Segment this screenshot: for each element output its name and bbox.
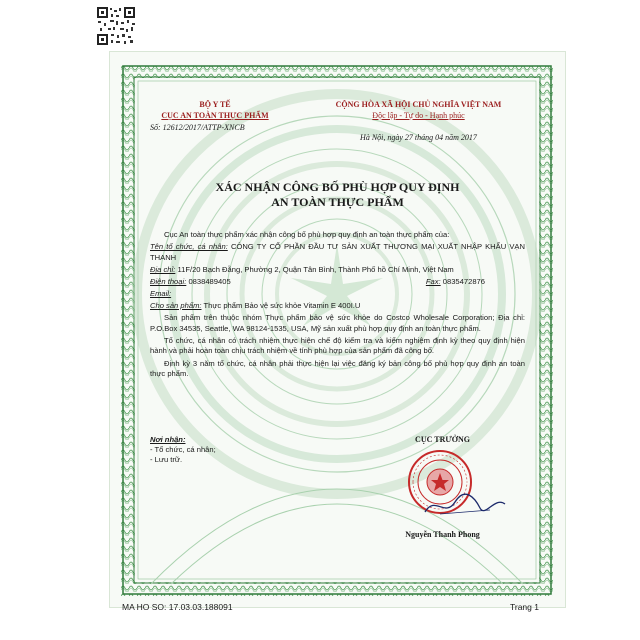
dossier-code: MA HO SO: 17.03.03.188091 xyxy=(122,602,233,612)
organization-line xyxy=(150,242,525,263)
signature-block xyxy=(360,435,525,539)
address-label: Địa chỉ: xyxy=(150,264,176,274)
phone-group xyxy=(150,277,231,288)
handwritten-signature xyxy=(420,490,510,520)
title-line-2: AN TOÀN THỰC PHẨM xyxy=(271,195,404,209)
issuer-header xyxy=(150,100,280,134)
fax-group xyxy=(426,277,485,288)
product-value: Thực phẩm Bảo vệ sức khỏe Vitamin E 400I.U xyxy=(203,301,361,311)
recipients-label: Nơi nhận: xyxy=(150,435,186,444)
fax-value: 0835472876 xyxy=(442,276,485,286)
organization-value: CÔNG TY CỔ PHẦN ĐẦU TƯ SẢN XUẤT THƯƠNG MẠI XUẤT NHẬP KHẨU VẠN THANH xyxy=(150,242,525,262)
email-line xyxy=(150,289,525,300)
title-line-1: XÁC NHẬN CÔNG BỐ PHÙ HỢP QUY ĐỊNH xyxy=(215,180,460,194)
email-label: Email: xyxy=(150,288,172,298)
national-motto: Độc lập - Tự do - Hạnh phúc xyxy=(372,110,465,120)
phone-value: 0838489405 xyxy=(188,276,231,286)
product-label: Cho sản phẩm: xyxy=(150,301,202,311)
intro-text: Cục An toàn thực phẩm xác nhận công bố phù hợp quy định an toàn thực phẩm của: xyxy=(164,230,450,239)
ministry-name: BỘ Y TẾ xyxy=(199,100,231,109)
qr-code xyxy=(96,6,136,46)
page-number: Trang 1 xyxy=(510,602,539,612)
document-body xyxy=(150,230,525,381)
recipients-block xyxy=(150,435,290,465)
signer-name: Nguyễn Thanh Phong xyxy=(405,530,480,539)
recipient-item: - Tổ chức, cá nhân; xyxy=(150,445,216,454)
department-name: CỤC AN TOÀN THỰC PHẨM xyxy=(161,110,269,120)
phone-label: Điện thoại: xyxy=(150,276,187,286)
paragraph-renewal: Định kỳ 3 năm tổ chức, cá nhân phải thực hiện lại việc đăng ký bản công bố phù hợp quy định an toàn thực phẩm. xyxy=(150,358,525,379)
organization-label: Tên tổ chức, cá nhân: xyxy=(150,242,228,252)
signer-title: CỤC TRƯỞNG xyxy=(415,435,470,444)
paragraph-manufacturer: Sản phẩm trên thuộc nhóm Thực phẩm bảo vệ sức khỏe do Costco Wholesale Corporation; Địa chỉ: P.O.Box 34535, Seattle, WA 98124-1535, USA, Mỹ sản xuất phù hợp quy định an toàn thực phẩm. xyxy=(150,313,525,333)
fax-label: Fax: xyxy=(425,276,441,286)
country-name: CỘNG HÒA XÃ HỘI CHỦ NGHĨA VIỆT NAM xyxy=(335,100,502,109)
contact-line xyxy=(150,277,525,288)
issue-date: Hà Nội, ngày 27 tháng 04 năm 2017 xyxy=(360,133,477,142)
paragraph-responsibility: Tổ chức, cá nhân có trách nhiệm thực hiện chế độ kiểm tra và kiểm nghiệm định kỳ theo quy định hiện hành và phải hoàn toàn chịu trách nhiệm về tính phù hợp của sản phẩm đã công bố. xyxy=(150,335,525,356)
address-value: 11F/20 Bạch Đằng, Phường 2, Quận Tân Bình, Thành Phố hồ Chí Minh, Việt Nam xyxy=(177,264,454,274)
document-number: Số: 12612/2017/ATTP-XNCB xyxy=(150,123,245,132)
product-line xyxy=(150,301,525,312)
recipient-item: - Lưu trữ. xyxy=(150,455,183,464)
document-title xyxy=(150,180,525,210)
nation-header xyxy=(312,100,525,144)
address-line xyxy=(150,265,525,276)
